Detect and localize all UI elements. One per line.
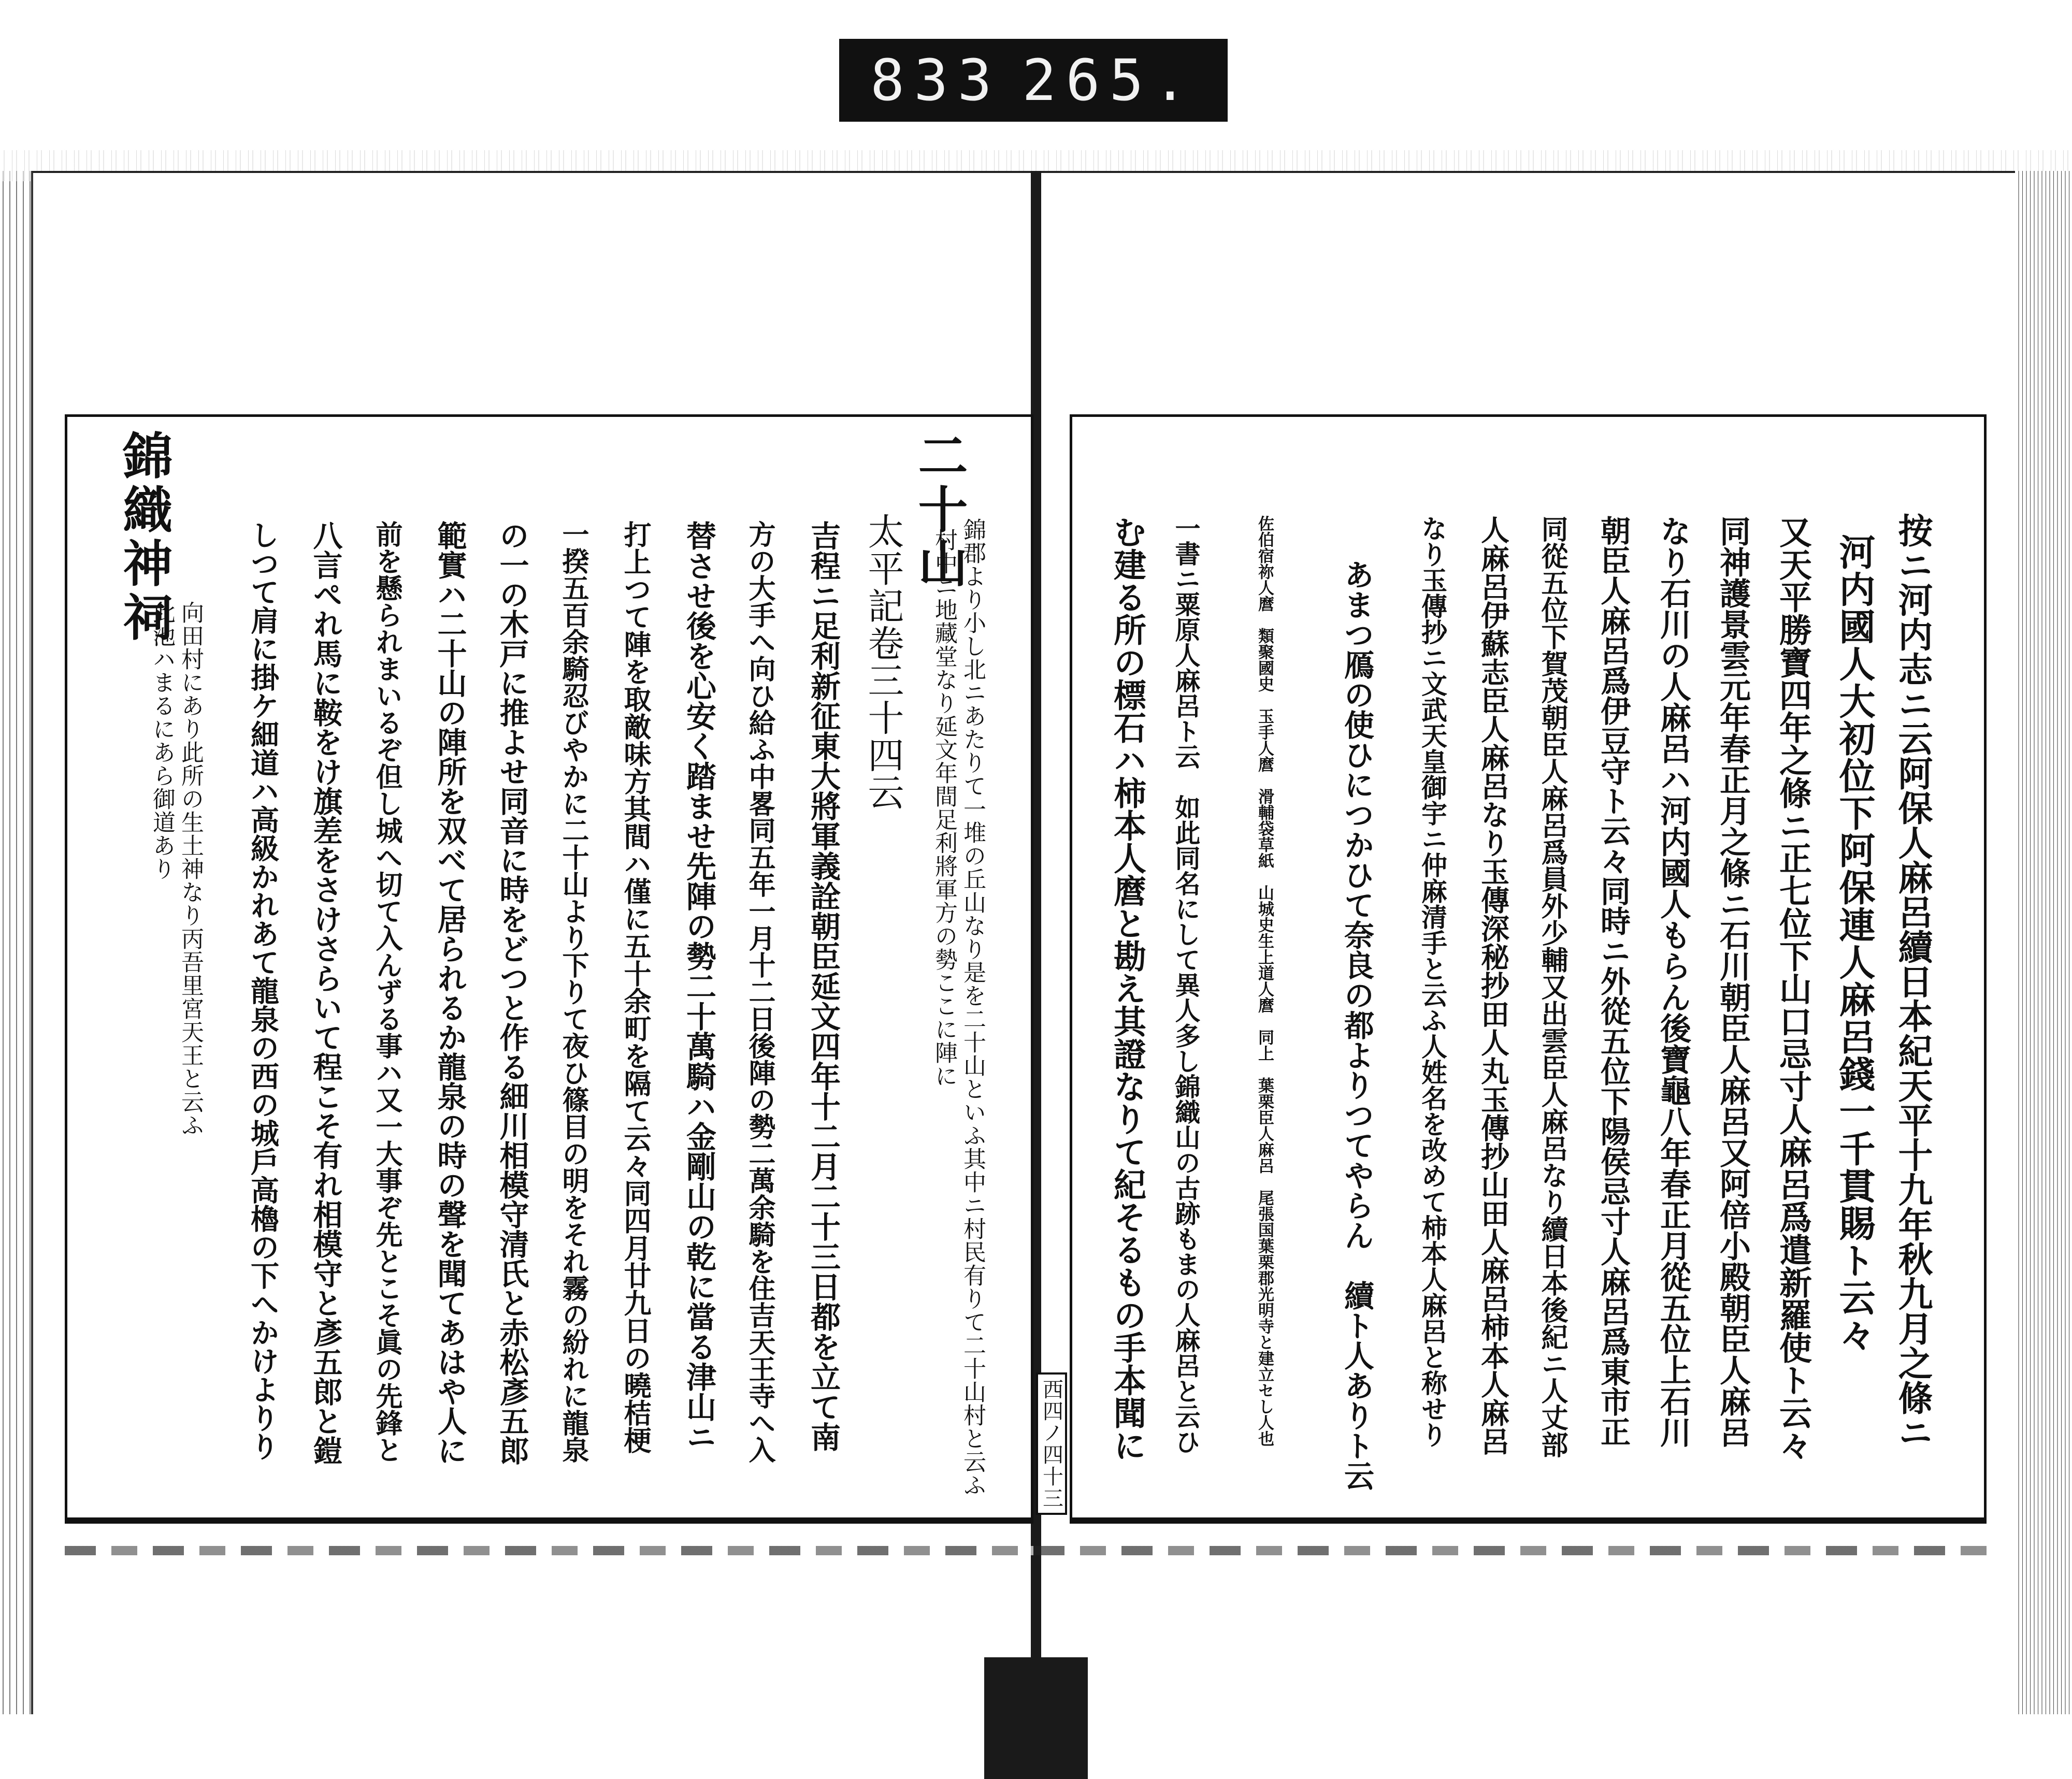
right-column-12: 一書ニ粟原人麻呂ト云 如此同名にして異人多し錦織山の古跡もまの人麻呂と云ひ — [1171, 515, 1201, 1454]
right-column-8: 人麻呂伊蘇志臣人麻呂なり玉傳深秘抄田人丸玉傳抄山田人麻呂柿本人麻呂 — [1476, 515, 1510, 1455]
right-column-10: あまつ鴈の使ひにつかひて奈良の都よりつてやらん 續ト人ありト云 — [1339, 559, 1374, 1491]
right-column-4: 同神護景雲元年春正月之條ニ石川朝臣人麻呂又阿倍小殿朝臣人麻呂 — [1715, 515, 1751, 1448]
left-frame-bottom-rule — [65, 1517, 1033, 1524]
film-frame-number: 833 — [870, 47, 1001, 113]
section-note: 錦郡より小し北ニあたりて一堆の丘山なり是を二十山といふ其中ニ村民有りて二十山村と云ふ — [959, 518, 986, 1497]
right-column-7: 同從五位下賀茂朝臣人麻呂爲員外少輔又出雲臣人麻呂なり續日本後紀ニ人丈部 — [1536, 515, 1568, 1458]
right-column-2: 河内國人大初位下阿保連人麻呂錢一千貫賜ト云々 — [1833, 533, 1876, 1354]
right-column-6: 朝臣人麻呂爲伊豆守ト云々同時ニ外從五位下陽侯忌寸人麻呂爲東市正 — [1595, 515, 1631, 1447]
left-page-edge — [0, 171, 31, 1714]
left-column-1: 吉程ニ足利新征東大將軍義詮朝臣延文四年十二月二十三日都を立て南 — [805, 520, 841, 1452]
section-note-2: 村中ニ地藏堂なり延文年間足利將軍方の勢ここに陣に — [931, 528, 957, 1088]
left-column-8: 前を懸られまいるぞ但し城へ切て入んずる事ハ又一大事ぞ先とこそ眞の先鋒と — [371, 520, 402, 1463]
left-column-5: 一揆五百余騎忍びやかに二十山より下りて夜ひ篠目の明をそれ霧の紛れに龍泉 — [557, 520, 589, 1463]
right-column-13: む建る所の標石ハ柿本人麿と勘え其證なりて紀そるもの手本聞に — [1109, 515, 1147, 1462]
citation: 太平記卷三十四云 — [862, 513, 904, 811]
right-column-11: 佐伯宿祢人麿 類聚國史 玉手人麿 滑輔袋草紙 山城史生上道人麿 同上 葉栗臣人麻呂 尾張国葉栗郡光明寺と建立セし人也 — [1255, 515, 1274, 1447]
right-page-edge — [2015, 171, 2072, 1714]
right-frame-bottom-rule — [1070, 1517, 1987, 1524]
left-column-10: しつて肩に掛ケ細道ハ高級かれあて龍泉の西の城戶高櫓の下へかけよりり — [246, 520, 280, 1460]
right-column-3: 又天平勝寶四年之條ニ正七位下山口忌寸人麻呂爲遣新羅使ト云々 — [1774, 515, 1812, 1462]
page-number: 西四ノ四十三 — [1036, 1372, 1067, 1515]
left-column-3: 替させ後を心安く踏ませ先陣の勢二十萬騎ハ金剛山の乾に當る津山ニ — [681, 520, 716, 1452]
film-label — [839, 39, 1228, 122]
section-title: 二十山 — [910, 430, 969, 591]
gutter-shadow — [984, 1657, 1088, 1779]
shrine-note-2: 此池ハまるにあら御道あり — [149, 601, 175, 880]
shrine-title: 錦織神祠 — [115, 430, 174, 645]
left-column-4: 打上つて陣を取敵味方其間ハ僅に五十余町を隔て云々同四月廿九日の曉桔梗 — [620, 520, 652, 1454]
left-column-6: の一の木戸に推よせ同音に時をどつと作る細川相模守清氏と赤松彥五郎 — [495, 520, 529, 1465]
scan-bottom-noise — [65, 1546, 1987, 1555]
left-column-2: 方の大手へ向ひ給ふ中畧同五年一月十二日後陣の勢二萬余騎を住吉天王寺へ入 — [744, 520, 775, 1463]
shrine-note: 向田村にあり此所の生土神なり丙吾里宮天王と云ふ — [177, 601, 204, 1137]
film-reel-number: 265. — [1022, 47, 1197, 113]
right-column-9: なり玉傳抄ニ文武天皇御宇ニ仲麻清手と云ふ人姓名を改めて柿本人麻呂と称せり — [1417, 515, 1448, 1448]
right-column-1: 按ニ河内志ニ云阿保人麻呂續日本紀天平十九年秋九月之條ニ — [1893, 513, 1934, 1450]
right-column-5: なり石川の人麻呂ハ河内國人もらん後寶龜八年春正月從五位上石川 — [1655, 515, 1691, 1448]
left-column-7: 範實ハ二十山の陣所を双べて居られるか龍泉の時の聲を聞てあはや人に — [433, 520, 467, 1465]
left-column-9: 八言ぺれ馬に鞍をけ旗差をさけさらいて程こそ有れ相模守と彥五郎と鎧 — [308, 520, 343, 1465]
